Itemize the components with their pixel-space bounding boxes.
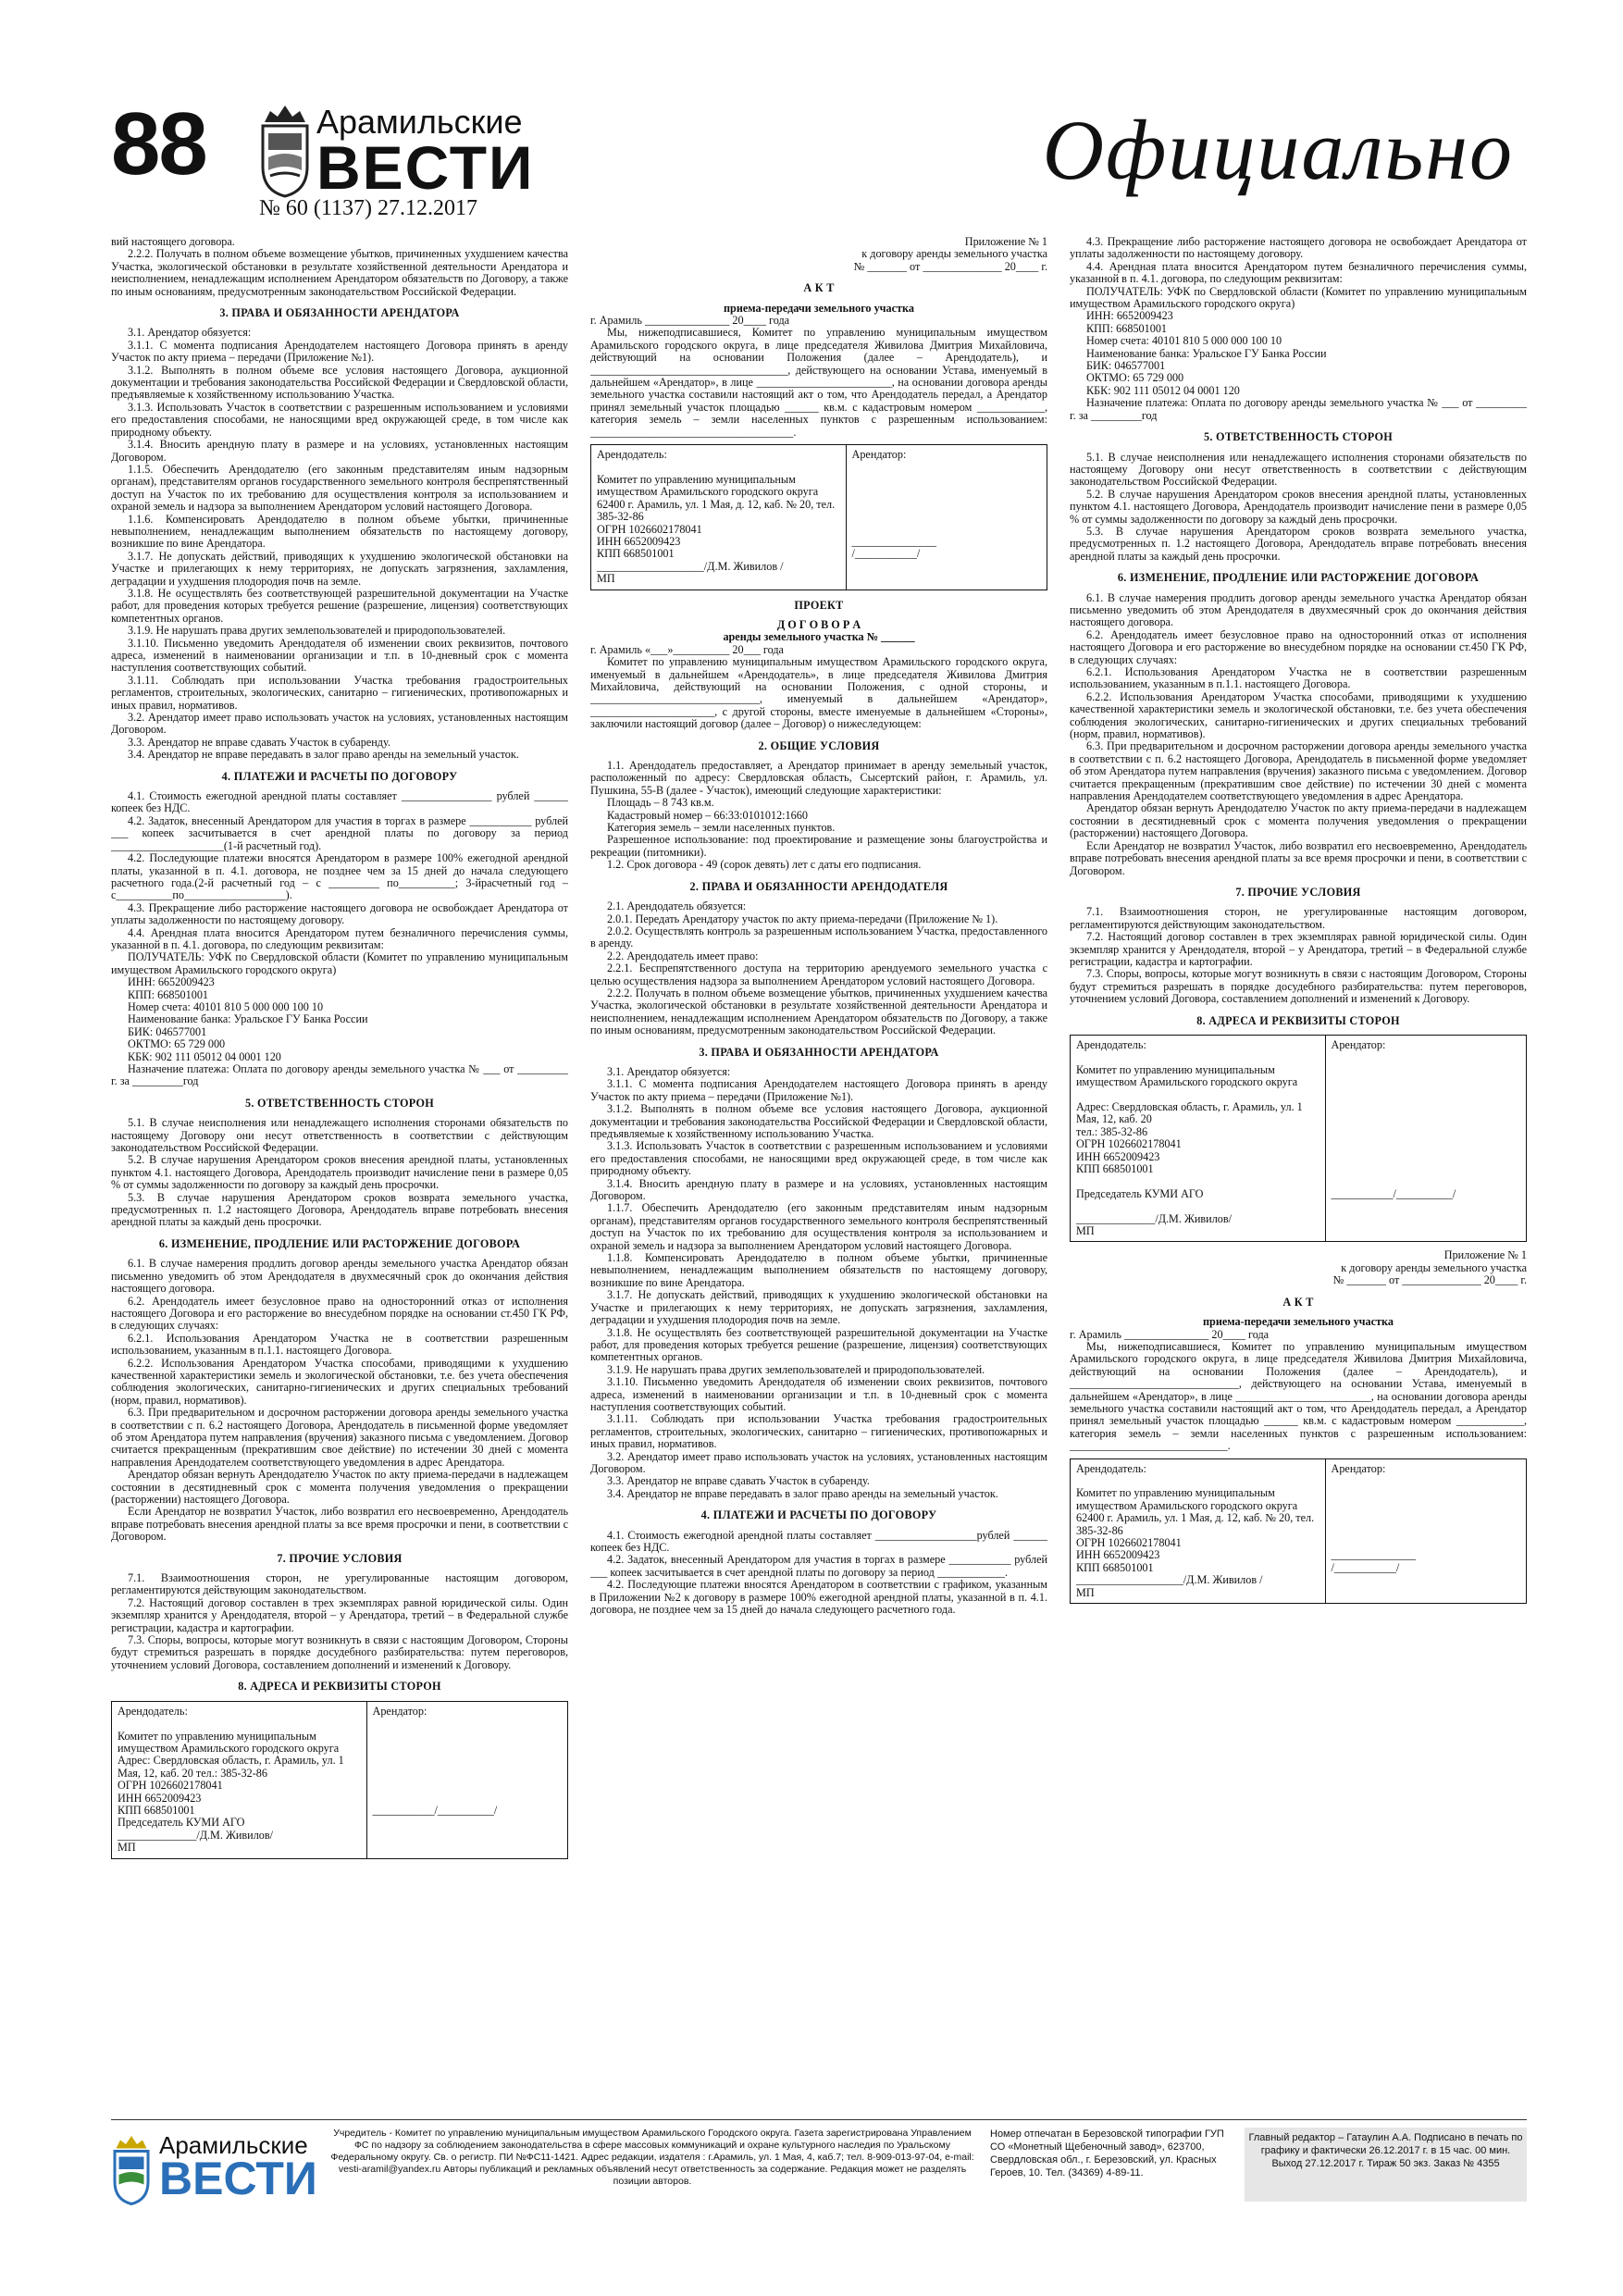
section-heading: ПРОЕКТ [794,598,844,612]
paragraph: 3.1.8. Не осуществлять без соответствующей разрешительной документации на Участке работ, для проведения которых требуется решение (разрешение, лицензия) соответствующих компетентных органов. [111,586,568,625]
requisites-line: Председатель КУМИ АГО [118,1816,245,1830]
paragraph: 3.1.10. Письменно уведомить Арендодателя об изменении своих реквизитов, почтового адреса, изменений в наименовании организации и т.п. в 10-дневный срок с момента наступления соответствующих событий. [111,636,568,675]
paragraph: Если Арендатор не возвратил Участок, либо возвратил его несвоевременно, Арендодатель вправе потребовать внесения арендной платы за все время просрочки и пени, в соответствии с Договором. [111,1505,568,1544]
landlord-cell [1071,1459,1326,1603]
paragraph: 2.0.1. Передать Арендатору участок по акту приема-передачи (Приложение № 1). [607,912,998,925]
requisites-line: ___________/__________/ [372,1803,498,1817]
paragraph: 4.2. Последующие платежи вносятся Арендатором в размере 100% ежегодной арендной платы, указанной в п. 4.1. договора, не позднее чем за 15 дней до начала следующего расчетного года.(2-й расчетный год – с _________ по__________; 3-йрасчетный год – с__________по__________________). [111,851,568,902]
requisites-line [1332,1163,1520,1175]
paragraph: ОКТМО: 65 729 000 [128,1037,226,1051]
requisites-line [1332,1051,1520,1063]
paragraph: Номер счета: 40101 810 5 000 000 100 10 [1086,334,1282,348]
paragraph: 7.3. Споры, вопросы, которые могут возникнуть в связи с настоящим Договором, Стороны будут стремиться разрешать в порядке досудебного разбирательства: путем переговоров, уточнением условий Договора, составлением дополнений и изменений к Договору. [111,1633,568,1671]
paragraph: 1.1. Арендодатель предоставляет, а Арендатор принимает в аренду земельный участок, расположенный по адресу: Свердловская область, Сысертский район, г. Арамиль, ул. Пушкина, 55-В (далее - Участок), имеющий следующие характеристики: [590,759,1047,797]
paragraph: КПП: 668501001 [128,987,209,1001]
paragraph: 5.3. В случае нарушения Арендатором сроков возврата земельного участка, предусмотренных п. 1.2 настоящего Договора, Арендодатель вправе потребовать внесения арендной платы за каждый день просрочки. [111,1190,568,1229]
paragraph: вий настоящего договора. [111,236,235,248]
requisites-line: Арендодатель: [118,1704,188,1718]
article-columns [111,236,1527,2119]
paragraph: 1.1.8. Компенсировать Арендодателю в полном объеме убытки, причиненные невыполнением, ненадлежащим выполнением обязательств по настоящему договору, возникшие по вине Арендатора. [590,1251,1047,1289]
paragraph: 6.2.1. Использования Арендатором Участка не в соответствии разрешенным использованием, указанным в п.1.1. настоящего Договора. [111,1331,568,1358]
requisites-line: 62400 г. Арамиль, ул. 1 Мая, д. 12, каб. № 20, тел. 385-32-86 [597,497,836,524]
requisites-line [852,499,1041,511]
paragraph: 3.1.3. Использовать Участок в соответствии с разрешенным использованием и условиями его предоставления способами, не наносящими вред окружающей среде, в том числе как природному объекту. [590,1139,1047,1178]
requisites-line [1332,1512,1520,1524]
paragraph: 2.1. Арендодатель обязуется: [607,900,747,913]
requisites-line: МП [1076,1585,1095,1599]
paragraph: Назначение платежа: Оплата по договору аренды земельного участка № ___ от _________ г. за _________год [1070,396,1527,422]
requisites-line: /___________/ [1331,1560,1400,1574]
paragraph: 3.2. Арендатор имеет право использовать участок на условиях, установленных настоящим Договором. [590,1449,1047,1475]
requisites-line: ОГРН 1026602178041 [118,1779,223,1793]
logo-main-text: ВЕСТИ [316,133,535,202]
paragraph: Приложение № 1 [1443,1248,1527,1262]
paragraph: 3.1.4. Вносить арендную плату в размере и на условиях, установленных настоящим Договором. [590,1176,1047,1203]
requisites-line [373,1780,562,1792]
requisites-table [590,444,1047,590]
requisites-line: тел.: 385-32-86 [1076,1124,1148,1138]
requisites-line: Арендодатель: [1076,1037,1146,1051]
paragraph: 6.3. При предварительном и досрочном расторжении договора аренды земельного участка в соответствии с п. 6.2 настоящего Договора, Арендодатель в письменной форме уведомляет об этом Арендатора путем направления (вручения) заказного письма с уведомлением. Договор считается прекращенным (прекратившим свое действие) по истечении 30 дней с момента направления Арендодателем соответствующего уведомления в адрес Арендатора. [1070,739,1527,803]
requisites-line: КПП 668501001 [1076,1162,1154,1176]
paragraph: 6.2. Арендодатель имеет безусловное право на односторонний отказ от исполнения настоящего Договора и его расторжение во внесудебном порядке на основании ст.450 ГК РФ, в следующих случаях: [111,1294,568,1333]
requisites-line: Комитет по управлению муниципальным имуществом Арамильского городского округа [597,472,819,499]
requisites-line [373,1743,562,1755]
requisites-line: ______________/Д.М. Живилов/ [118,1828,274,1842]
requisites-line: Арендатор: [1331,1037,1386,1051]
footer-logo [111,2129,315,2203]
paragraph: БИК: 046577001 [128,1024,207,1038]
requisites-table [1070,1458,1527,1604]
paragraph: 3.1.2. Выполнять в полном объеме все условия настоящего Договора, аукционной документации и требования законодательства Российской Федерации и Свердловской области, предъявляемые к хозяйственному использованию Участка. [111,363,568,402]
paragraph: 4.4. Арендная плата вносится Арендатором путем безналичного перечисления суммы, указанной в п. 4.1. договора, по следующим реквизитам: [111,925,568,951]
requisites-line [373,1731,562,1743]
requisites-line [1332,1101,1520,1113]
paragraph: Арендатор обязан вернуть Арендодателю Участок по акту приема-передачи в надлежащем состоянии в десятидневный срок с момента получения уведомления о прекращении (расторжении) настоящего Договора. [1070,801,1527,840]
requisites-line: _______________ [851,534,936,548]
paragraph: 6.1. В случае намерения продлить договор аренды земельного участка Арендатор обязан письменно уведомить об этом Арендодателя в двухмесячный срок до окончания действия настоящего договора. [1070,590,1527,629]
section-heading: 8. АДРЕСА И РЕКВИЗИТЫ СТОРОН [238,1680,441,1694]
requisites-line [373,1755,562,1767]
requisites-line: КПП 668501001 [1076,1560,1154,1574]
paragraph: приема-передачи земельного участка [724,301,914,315]
paragraph: 4.1. Стоимость ежегодной арендной платы составляет __________________рублей ______ копеек без НДС. [590,1528,1047,1554]
paragraph: 4.2. Последующие платежи вносятся Арендатором в соответствии с графиком, указанным в Приложении №2 к договору в размере 100% ежегодной арендной платы, указанной в п. 4.1. договора, не позднее чем за 15 дней до начала следующего расчетного года. [590,1578,1047,1617]
paragraph: 2.2.2. Получать в полном объеме возмещение убытков, причиненных ухудшением качества Участка, экологической обстановки в результате хозяйственной деятельности Арендатора и неисполнением, ненадлежащим исполнением Арендатором обязательств по Договору, а также по иным основаниям, предусмотренным законодательством Российской Федерации. [590,986,1047,1037]
requisites-line: Арендодатель: [1076,1461,1146,1475]
paragraph: 2.2. Арендодатель имеет право: [607,949,759,962]
paragraph: 3.4. Арендатор не вправе передавать в залог право аренды на земельный участок. [128,748,519,762]
footer-crest-icon [111,2133,152,2205]
paragraph: Мы, нижеподписавшиеся, Комитет по управлению муниципальным имуществом Арамильского городского округа, в лице председателя Живилова Дмитрия Михайловича, действующий на основании Положения (далее – Арендодатель), и ______________________________, действующего на основании Устава, именуемый в дальнейшем «Арендатор», в лице ________________________, на основании договора аренды земельного участка составили настоящий акт о том, что Арендодатель передал, а Арендатор принял земельный участок площадью ______ кв.м. с кадастровым номером ____________, категория земель – земли населенных пунктов с разрешенным использованием: ____________________________. [1070,1339,1527,1453]
requisites-line [1076,1475,1319,1487]
paragraph: Категория земель – земли населенных пунктов. [607,821,836,835]
requisites-line: _______________ [1331,1548,1416,1562]
landlord-cell [591,445,847,589]
paragraph: Назначение платежа: Оплата по договору аренды земельного участка № ___ от _________ г. за _________год [111,1062,568,1088]
section-heading: 5. ОТВЕТСТВЕННОСТЬ СТОРОН [244,1096,435,1110]
requisites-line: ___________________/Д.М. Живилов / [1076,1573,1263,1587]
paragraph: 4.3. Прекращение либо расторжение настоящего договора не освобождает Арендатора от уплаты задолженности по настоящему договору. [111,900,568,927]
paragraph: 5.1. В случае неисполнения или ненадлежащего исполнения сторонами обязательств по настоящему Договору они несут ответственность в соответствии с действующим законодательством Российской Федерации. [1070,450,1527,489]
requisites-line [852,474,1041,486]
paragraph: к договору аренды земельного участка [861,247,1047,261]
requisites-line [1332,1138,1520,1150]
page-number: 88 [111,94,206,193]
requisites-line: Адрес: Свердловская область, г. Арамиль, ул. 1 Мая, 12, каб. 20 [1076,1100,1303,1126]
paragraph: 3.1.1. С момента подписания Арендодателем настоящего Договора принять в аренду Участок по акту приема – передачи (Приложение №1). [111,338,568,365]
requisites-line: Комитет по управлению муниципальным имуществом Арамильского городского округа [1076,1486,1298,1512]
requisites-line: ОГРН 1026602178041 [1076,1536,1182,1549]
paragraph: 5.1. В случае неисполнения или ненадлежащего исполнения сторонами обязательств по настоящему Договору они несут ответственность в соответствии с действующим законодательством Российской Федерации. [111,1116,568,1155]
column-1 [111,236,568,2119]
requisites-line [597,462,840,474]
paragraph: 6.1. В случае намерения продлить договор аренды земельного участка Арендатор обязан письменно уведомить об этом Арендодателя в двухмесячный срок до окончания действия настоящего договора. [111,1257,568,1296]
requisites-line: ОГРН 1026602178041 [1076,1137,1182,1151]
masthead [111,93,1527,241]
paragraph: № _______ от ______________ 20____ г. [1332,1273,1527,1287]
paragraph: ИНН: 6652009423 [128,975,215,989]
requisites-line: Комитет по управлению муниципальным имуществом Арамильского городского округа [118,1729,340,1755]
paragraph: 4.2. Задаток, внесенный Арендатором для участия в торгах в размере ___________ рублей ___ копеек засчитывается в счет арендной платы по договору за период ____________________(1-й расчетный год). [111,813,568,852]
paragraph: 3.1.9. Не нарушать права других землепользователей и природопользователей. [128,624,506,638]
landlord-cell [112,1702,367,1858]
paragraph: 4.2. Задаток, внесенный Арендатором для участия в торгах в размере ___________ рублей ___ копеек засчитывается в счет арендной платы по договору за период ____________. [590,1553,1047,1579]
paragraph: 4.1. Стоимость ежегодной арендной платы составляет ________________ рублей ______ копеек без НДС. [111,789,568,815]
paragraph: 7.2. Настоящий договор составлен в трех экземплярах равной юридической силы. Один экземпляр хранится у Арендодателя, второй – у Арендатора, третий – в Федеральной службе регистрации, кадастра и картографии. [1070,930,1527,968]
requisites-line: МП [1076,1224,1095,1238]
paragraph: 3.4. Арендатор не вправе передавать в залог право аренды на земельный участок. [607,1486,998,1500]
paragraph: 4.3. Прекращение либо расторжение настоящего договора не освобождает Арендатора от уплаты задолженности по настоящему договору. [1070,236,1527,261]
requisites-line: Комитет по управлению муниципальным имуществом Арамильского городского округа [1076,1062,1298,1089]
footer-editor-info: Главный редактор – Гатаулин А.А. Подписано в печать по графику и фактически 26.12.2017 г. в 15 час. 00 мин. Выход 27.12.2017 г. Тираж 50 экз. Заказ № 4355 [1245,2128,1527,2202]
paragraph: Номер счета: 40101 810 5 000 000 100 10 [128,999,324,1013]
paragraph: КБК: 902 111 05012 04 0001 120 [128,1049,281,1063]
paragraph: 3.1.10. Письменно уведомить Арендодателя об изменении своих реквизитов, почтового адреса, изменений в наименовании организации и т.п. в 10-дневный срок с момента наступления соответствующих событий. [590,1375,1047,1413]
paragraph: ПОЛУЧАТЕЛЬ: УФК по Свердловской области (Комитет по управлению муниципальным имуществом Арамильского городского округа) [111,950,568,976]
paragraph: 3.1.7. Не допускать действий, приводящих к ухудшению экологической обстановки на Участке и прилегающих к нему территориях, не допускать загрязнения, захламления, деградации и ухудшения плодородия почв на земле. [590,1288,1047,1327]
requisites-line [1332,1487,1520,1499]
paragraph: 3.3. Арендатор не вправе сдавать Участок в субаренду. [128,735,390,749]
paragraph: 3.1.8. Не осуществлять без соответствующей разрешительной документации на Участке работ, для проведения которых требуется решение (разрешение, лицензия) соответствующих компетентных органов. [590,1325,1047,1364]
section-heading: А К Т [803,281,835,295]
paragraph: 2.2.1. Беспрепятственного доступа на территорию арендуемого земельного участка с целью осуществления надзора за выполнением Арендатором условий настоящего Договора. [590,962,1047,987]
footer-logo-main: ВЕСТИ [159,2153,317,2204]
paragraph: Разрешенное использование: под проектирование и размещение зоны благоустройства и рекреации (питомники). [590,833,1047,859]
requisites-line [1332,1475,1520,1487]
paragraph: 7.1. Взаимоотношения сторон, не урегулированные настоящим договором, регламентируются действующим законодательством. [111,1571,568,1597]
paragraph: № _______ от ______________ 20____ г. [853,259,1047,273]
section-heading: 3. ПРАВА И ОБЯЗАННОСТИ АРЕНДАТОРА [219,306,460,320]
paragraph: КПП: 668501001 [1086,321,1168,335]
paragraph: 6.2. Арендодатель имеет безусловное право на односторонний отказ от исполнения настоящего Договора и его расторжение во внесудебном порядке на основании ст.450 ГК РФ, в следующих случаях: [1070,627,1527,666]
requisites-line [1332,1126,1520,1138]
requisites-line [1332,1537,1520,1549]
requisites-line: МП [597,572,615,586]
requisites-line: Арендодатель: [597,448,667,462]
tenant-cell [367,1702,567,1858]
requisites-line [1332,1076,1520,1088]
paragraph: 3.3. Арендатор не вправе сдавать Участок в субаренду. [607,1474,870,1488]
section-title: Официально [1042,103,1514,197]
paragraph: 7.2. Настоящий договор составлен в трех экземплярах равной юридической силы. Один экземпляр хранится у Арендодателя, второй – у Арендатора, третий – в Федеральной службе регистрации, кадастра и картографии. [111,1595,568,1634]
paragraph: 6.2.1. Использования Арендатором Участка не в соответствии разрешенным использованием, указанным в п.1.1. настоящего Договора. [1070,665,1527,691]
requisites-line: ИНН 6652009423 [1076,1149,1160,1163]
requisites-line [852,486,1041,498]
column-3 [1070,236,1527,2119]
paragraph: 5.2. В случае нарушения Арендатором сроков внесения арендной платы, установленных пунктом 4.1. настоящего Договора, Арендодатель производит начисление пени в размере 0,05 % от суммы задолженности по договору за каждый день просрочки. [1070,487,1527,526]
paragraph: 5.3. В случае нарушения Арендатором сроков возврата земельного участка, предусмотренных п. 1.2 настоящего Договора, Арендодатель вправе потребовать внесения арендной платы за каждый день просрочки. [1070,524,1527,563]
requisites-line [1332,1064,1520,1076]
section-heading: 5. ОТВЕТСТВЕННОСТЬ СТОРОН [1203,430,1394,444]
footer-founder-info: Учредитель - Комитет по управлению муниципальным имуществом Арамильского Городского округа. Газета зарегистрирована Управлением ФС по надзору за соблюдением законодательства в сфере массовых коммуникаций и охране культурного наследия по Уральскому Федеральному округу. Св. о регистр. ПИ №ФС11-1421. Адрес редакции, издателя : г.Арамиль, ул. 1 Мая, 4, каб.7; тел. 8-909-013-97-04, e-mail: vesti-aramil@yandex.ru Авторы публикаций и рекламных объявлений несут ответственность за содержание. Редакция может не разделять позиции авторов. [330,2128,974,2187]
paragraph: Площадь – 8 743 кв.м. [607,796,714,810]
paragraph: 3.1.11. Соблюдать при использовании Участка требования градостроительных регламентов, строительных, экологических, санитарно – гигиенических, противопожарных и иных правил, нормативов. [111,673,568,712]
paragraph: приема-передачи земельного участка [1203,1315,1394,1329]
requisites-line: /___________/ [851,547,921,561]
requisites-line [1076,1051,1319,1063]
paragraph: 5.2. В случае нарушения Арендатором сроков внесения арендной платы, установленных пунктом 4.1. настоящего Договора, Арендодатель производит начисление пени в размере 0,05 % от суммы задолженности по договору за каждый день просрочки. [111,1153,568,1192]
paragraph: 6.2.2. Использования Арендатором Участка способами, приводящими к ухудшению качественной характеристики земель и экологической обстановки, т.е. без учета обеспечения соблюдения экологических, санитарно-гигиенических и других специальных требований (норм, правил, нормативов). [1070,689,1527,741]
paragraph: 3.2. Арендатор имеет право использовать участок на условиях, установленных настоящим Договором. [111,711,568,737]
paragraph: 1.1.5. Обеспечить Арендодателю (его законным представителям иным надзорным органам), представителям органов государственного земельного контроля беспрепятственный доступ на Участок по их требованию для осуществления контроля за использованием и охраной земель и надзора за выполнением Арендатором условий настоящего Договора. [111,462,568,514]
footer-printing-info: Номер отпечатан в Березовской типографии ГУП СО «Монетный Щебеночный завод», 623700, Свердловская обл., г. Березовский, ул. Красных Героев, 10. Тел. (34369) 4-89-11. [990,2128,1224,2178]
paragraph: 7.3. Споры, вопросы, которые могут возникнуть в связи с настоящим Договором, Стороны будут стремиться разрешать в порядке досудебного разбирательства: путем переговоров, уточнением условий Договора, составлением дополнений и изменений к Договору. [1070,967,1527,1006]
requisites-line: ______________/Д.М. Живилов/ [1076,1211,1233,1225]
paragraph: ИНН: 6652009423 [1086,309,1173,323]
requisites-line [1332,1113,1520,1125]
paragraph: Арендатор обязан вернуть Арендодателю Участок по акту приема-передачи в надлежащем состоянии в десятидневный срок с момента получения уведомления о прекращении (расторжении) настоящего Договора. [111,1468,568,1506]
section-heading: 7. ПРОЧИЕ УСЛОВИЯ [1235,885,1361,899]
requisites-line [852,511,1041,523]
paragraph: аренды земельного участка № ______ [723,630,915,644]
requisites-table [111,1701,568,1859]
requisites-line [1332,1500,1520,1512]
requisites-line [1332,1089,1520,1101]
section-heading: 4. ПЛАТЕЖИ И РАСЧЕТЫ ПО ДОГОВОРУ [221,769,458,783]
requisites-line [118,1718,361,1730]
requisites-line: Адрес: Свердловская область, г. Арамиль, ул. 1 Мая, 12, каб. 20 тел.: 385-32-86 [118,1754,344,1780]
paragraph: 3.1.1. С момента подписания Арендодателем настоящего Договора принять в аренду Участок по акту приема – передачи (Приложение №1). [590,1077,1047,1103]
tenant-cell [1326,1036,1526,1242]
requisites-line: ИНН 6652009423 [1076,1548,1160,1562]
paragraph: Наименование банка: Уральское ГУ Банка России [1086,346,1327,360]
requisites-line: Арендатор: [1331,1461,1386,1475]
paragraph: Д О Г О В О Р А [776,617,861,631]
paragraph: 2.2.2. Получать в полном объеме возмещение убытков, причиненных ухудшением качества Участка, экологической обстановки в результате хозяйственной деятельности Арендатора и неисполнением, ненадлежащим исполнением Арендатором обязательств по Договору, а также по иным основаниям, предусмотренным законодательством Российской Федерации. [111,247,568,298]
requisites-line: МП [118,1841,136,1855]
requisites-line [1332,1525,1520,1537]
section-heading: А К Т [1282,1295,1314,1309]
paragraph: БИК: 046577001 [1086,359,1166,373]
crest-icon [259,102,311,198]
issue-number: № 60 (1137) 27.12.2017 [259,196,477,220]
requisites-line: ИНН 6652009423 [118,1791,202,1805]
paragraph: 3.1.4. Вносить арендную плату в размере и на условиях, установленных настоящим Договором. [111,438,568,464]
requisites-line: ОГРН 1026602178041 [597,522,702,536]
paragraph: 3.1.11. Соблюдать при использовании Участка требования градостроительных регламентов, строительных, экологических, санитарно – гигиенических, противопожарных и иных правил, нормативов. [590,1412,1047,1451]
paragraph: КБК: 902 111 05012 04 0001 120 [1086,383,1240,397]
requisites-line [852,462,1041,474]
requisites-line: Арендатор: [851,448,907,462]
paragraph: 3.1. Арендатор обязуется: [607,1064,731,1078]
paragraph: ПОЛУЧАТЕЛЬ: УФК по Свердловской области (Комитет по управлению муниципальным имуществом Арамильского городского округа) [1070,284,1527,311]
paragraph: к договору аренды земельного участка [1341,1260,1527,1274]
requisites-line: 62400 г. Арамиль, ул. 1 Мая, д. 12, каб. № 20, тел. 385-32-86 [1076,1511,1315,1537]
requisites-line [1332,1151,1520,1163]
paragraph: г. Арамиль _______________ 20____ года [590,314,790,328]
tenant-cell [847,445,1047,589]
paragraph: 4.4. Арендная плата вносится Арендатором путем безналичного перечисления суммы, указанной в п. 4.1. договора, по следующим реквизитам: [1070,259,1527,286]
paragraph: Комитет по управлению муниципальным имуществом Арамильского городского округа, именуемый в дальнейшем «Арендодатель», в лице председателя Живилова Дмитрия Михайловича, действующий на основании Положения, с одной стороны, и ______________________________, именуемый в дальнейшем «Арендатор», ______________________, с другой стороны, вместе именуемые в дальнейшем «Стороны», заключили настоящий договор (далее – Договор) о нижеследующем: [590,655,1047,731]
requisites-line: ИНН 6652009423 [597,534,681,548]
column-2 [590,236,1047,2119]
paragraph: Если Арендатор не возвратил Участок, либо возвратил его несвоевременно, Арендодатель вправе потребовать внесения арендной платы за все время просрочки и пени, в соответствии с Договором. [1070,838,1527,877]
paragraph: Мы, нижеподписавшиеся, Комитет по управлению муниципальным имуществом Арамильского городского округа, в лице председателя Живилова Дмитрия Михайловича, действующий на основании Положения (далее – Арендодатель), и ___________________________________, действующего на основании Устава, именуемый в дальнейшем «Арендатор», в лице ________________________, на основании договора аренды земельного участка составили настоящий акт о том, что Арендодатель передал, а Арендатор принял земельный участок площадью ______ кв.м. с кадастровым номером ____________, категория земель – земли населенных пунктов с разрешенным использованием: ____________________________________. [590,326,1047,439]
section-heading: 6. ИЗМЕНЕНИЕ, ПРОДЛЕНИЕ ИЛИ РАСТОРЖЕНИЕ ДОГОВОРА [158,1236,521,1250]
tenant-cell [1326,1459,1526,1603]
footer-logo-top: Арамильские [159,2131,308,2159]
requisites-line: Арендатор: [372,1704,427,1718]
requisites-line: КПП 668501001 [118,1803,195,1817]
paragraph: г. Арамиль _______________ 20____ года [1070,1327,1270,1341]
requisites-line: КПП 668501001 [597,547,675,561]
section-heading: 7. ПРОЧИЕ УСЛОВИЯ [277,1551,403,1565]
requisites-line [373,1817,562,1829]
paragraph: 3.1.3. Использовать Участок в соответствии с разрешенным использованием и условиями его предоставления способами, не наносящими вред окружающей среде, в том числе как природному объекту. [111,400,568,439]
requisites-line [1332,1200,1520,1212]
section-heading: 3. ПРАВА И ОБЯЗАННОСТИ АРЕНДАТОРА [699,1045,939,1059]
requisites-line [1076,1175,1319,1187]
paragraph: 1.1.7. Обеспечить Арендодателю (его законным представителям иным надзорным органам), представителям органов государственного земельного контроля беспрепятственный доступ на Участок по их требованию для осуществления контроля за использованием и охраной земель и надзора за выполнением Арендатором условий настоящего Договора. [590,1201,1047,1252]
paragraph: 7.1. Взаимоотношения сторон, не урегулированные настоящим договором, регламентируются действующим законодательством. [1070,905,1527,931]
paragraph: 1.2. Срок договора - 49 (сорок девять) лет с даты его подписания. [607,858,922,872]
paragraph: 3.1.9. Не нарушать права других землепользователей и природопользователей. [607,1362,985,1376]
paragraph: 6.2.2. Использования Арендатором Участка способами, приводящими к ухудшению качественной характеристики земель и экологической обстановки, т.е. без учета обеспечения соблюдения экологических, санитарно-гигиенических и других специальных требований (норм, правил, нормативов). [111,1356,568,1407]
section-heading: 2. ОБЩИЕ УСЛОВИЯ [758,738,880,752]
paragraph: Кадастровый номер – 66:33:0101012:1660 [607,808,808,822]
footer [111,2119,1527,2213]
requisites-table [1070,1035,1527,1243]
requisites-line [852,524,1041,536]
requisites-line: Председатель КУМИ АГО [1076,1186,1204,1200]
paragraph: Наименование банка: Уральское ГУ Банка России [128,1012,368,1026]
section-heading: 8. АДРЕСА И РЕКВИЗИТЫ СТОРОН [1196,1013,1400,1027]
landlord-cell [1071,1036,1326,1242]
requisites-line [1076,1089,1319,1101]
requisites-line [373,1793,562,1805]
requisites-line [373,1718,562,1730]
requisites-line [373,1768,562,1780]
requisites-line [1076,1200,1319,1212]
paragraph: 3.1.2. Выполнять в полном объеме все условия настоящего Договора, аукционной документации и требования законодательства Российской Федерации и Свердловской области, предъявляемые к хозяйственному использованию Участка. [590,1102,1047,1140]
paragraph: ОКТМО: 65 729 000 [1086,371,1184,385]
section-heading: 2. ПРАВА И ОБЯЗАННОСТИ АРЕНДОДАТЕЛЯ [689,879,948,893]
paragraph: 3.1.7. Не допускать действий, приводящих к ухудшению экологической обстановки на Участке и прилегающих к нему территориях, не допускать загрязнения, захламления, деградации и ухудшения плодородия почв на земле. [111,549,568,588]
paragraph: 2.0.2. Осуществлять контроль за разрешенным использованием Участка, предоставленного в аренду. [590,924,1047,950]
requisites-line [1332,1175,1520,1187]
paragraph: 1.1.6. Компенсировать Арендодателю в полном объеме убытки, причиненные невыполнением, ненадлежащим выполнением обязательств по настоящему договору, возникшие по вине Арендатора. [111,512,568,551]
paragraph: г. Арамиль «___»__________ 20___ года [590,642,784,656]
requisites-line: ___________________/Д.М. Живилов / [597,559,784,573]
section-heading: 6. ИЗМЕНЕНИЕ, ПРОДЛЕНИЕ ИЛИ РАСТОРЖЕНИЕ ДОГОВОРА [1117,571,1480,585]
paragraph: 3.1. Арендатор обязуется: [128,326,252,340]
paragraph: Приложение № 1 [964,236,1047,248]
logo-top-text: Арамильские [316,103,523,141]
paragraph: 6.3. При предварительном и досрочном расторжении договора аренды земельного участка в соответствии с п. 6.2 настоящего Договора, Арендодатель в письменной форме уведомляет об этом Арендатора путем направления (вручения) заказного письма с уведомлением. Договор считается прекращенным (прекратившим свое действие) по истечении 30 дней с момента направления Арендодателем соответствующего уведомления в адрес Арендатора. [111,1406,568,1469]
section-heading: 4. ПЛАТЕЖИ И РАСЧЕТЫ ПО ДОГОВОРУ [700,1508,937,1522]
requisites-line: ___________/__________/ [1331,1186,1456,1200]
